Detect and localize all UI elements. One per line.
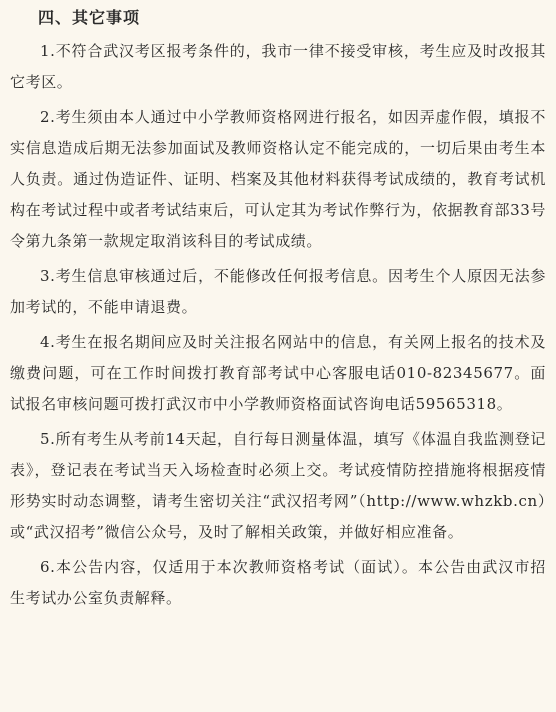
- paragraph-5: 5.所有考生从考前14天起，自行每日测量体温，填写《体温自我监测登记表》，登记表在考试当天入场检查时必须上交。考试疫情防控措施将根据疫情形势实时动态调整，请考生密切关注“武汉招考网”（http://www.whzkb.cn）或“武汉招考”微信公众号，及时了解相关政策，并做好相应准备。: [10, 430, 546, 541]
- paragraph-1: 1.不符合武汉考区报考条件的，我市一律不接受审核，考生应及时改报其它考区。: [10, 42, 546, 91]
- section-title: 四、其它事项: [38, 8, 141, 27]
- paragraph-4: 4.考生在报名期间应及时关注报名网站中的信息，有关网上报名的技术及缴费问题，可在工作时间拨打教育部考试中心客服电话010-82345677。面试报名审核问题可拨打武汉市中小学教师资格面试咨询电话59565318。: [10, 333, 546, 413]
- paragraph-6: 6.本公告内容，仅适用于本次教师资格考试（面试）。本公告由武汉市招生考试办公室负责解释。: [10, 558, 546, 607]
- paragraph-3: 3.考生信息审核通过后，不能修改任何报考信息。因考生个人原因无法参加考试的，不能申请退费。: [10, 267, 546, 316]
- paragraph-2: 2.考生须由本人通过中小学教师资格网进行报名，如因弄虚作假，填报不实信息造成后期无法参加面试及教师资格认定不能完成的，一切后果由考生本人负责。通过伪造证件、证明、档案及其他材料获得考试成绩的，教育考试机构在考试过程中或者考试结束后，可认定其为考试作弊行为，依据教育部33号令第九条第一款规定取消该科目的考试成绩。: [10, 108, 546, 250]
